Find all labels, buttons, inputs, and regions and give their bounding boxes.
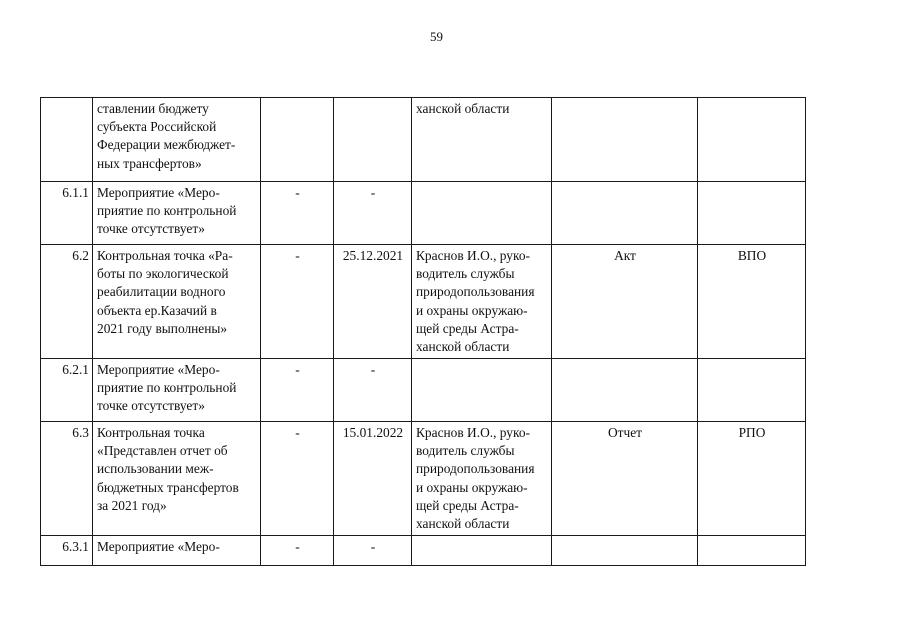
table-row [41,245,806,359]
start-date-cell: - [261,245,334,359]
end-date-cell: 25.12.2021 [334,245,412,359]
end-date-cell [334,98,412,182]
description-cell: ставлении бюджету субъекта Российской Федерации межбюджет- ных трансфертов» [93,98,261,182]
start-date-cell [261,98,334,182]
schedule-table [40,97,806,566]
row-number-cell: 6.1.1 [41,182,93,245]
document-type-cell [552,98,698,182]
level-cell [698,98,806,182]
table-row [41,422,806,536]
level-cell [698,182,806,245]
responsible-cell [412,182,552,245]
document-type-cell: Отчет [552,422,698,536]
level-cell: ВПО [698,245,806,359]
level-cell: РПО [698,422,806,536]
description-cell: Мероприятие «Меро- приятие по контрольной точке отсутствует» [93,359,261,422]
responsible-cell: Краснов И.О., руко- водитель службы природопользования и охраны окружаю- щей среды Астра- ханской области [412,422,552,536]
start-date-cell: - [261,536,334,566]
table-row [41,536,806,566]
end-date-cell: - [334,182,412,245]
description-cell: Контрольная точка «Представлен отчет об использовании меж- бюджетных трансфертов за 2021 год» [93,422,261,536]
end-date-cell: - [334,536,412,566]
end-date-cell: 15.01.2022 [334,422,412,536]
table-row [41,182,806,245]
document-type-cell [552,359,698,422]
document-type-cell [552,536,698,566]
page-number: 59 [430,29,443,44]
end-date-cell: - [334,359,412,422]
table-row [41,359,806,422]
document-type-cell [552,182,698,245]
start-date-cell: - [261,422,334,536]
start-date-cell: - [261,359,334,422]
table-row [41,98,806,182]
responsible-cell [412,359,552,422]
responsible-cell [412,536,552,566]
row-number-cell: 6.3.1 [41,536,93,566]
start-date-cell: - [261,182,334,245]
level-cell [698,536,806,566]
responsible-cell: ханской области [412,98,552,182]
document-type-cell: Акт [552,245,698,359]
row-number-cell: 6.2.1 [41,359,93,422]
level-cell [698,359,806,422]
description-cell: Мероприятие «Меро- [93,536,261,566]
description-cell: Контрольная точка «Ра- боты по экологической реабилитации водного объекта ер.Казачий в 2021 году выполнены» [93,245,261,359]
responsible-cell: Краснов И.О., руко- водитель службы природопользования и охраны окружаю- щей среды Астра- ханской области [412,245,552,359]
row-number-cell: 6.2 [41,245,93,359]
description-cell: Мероприятие «Меро- приятие по контрольной точке отсутствует» [93,182,261,245]
row-number-cell: 6.3 [41,422,93,536]
row-number-cell [41,98,93,182]
